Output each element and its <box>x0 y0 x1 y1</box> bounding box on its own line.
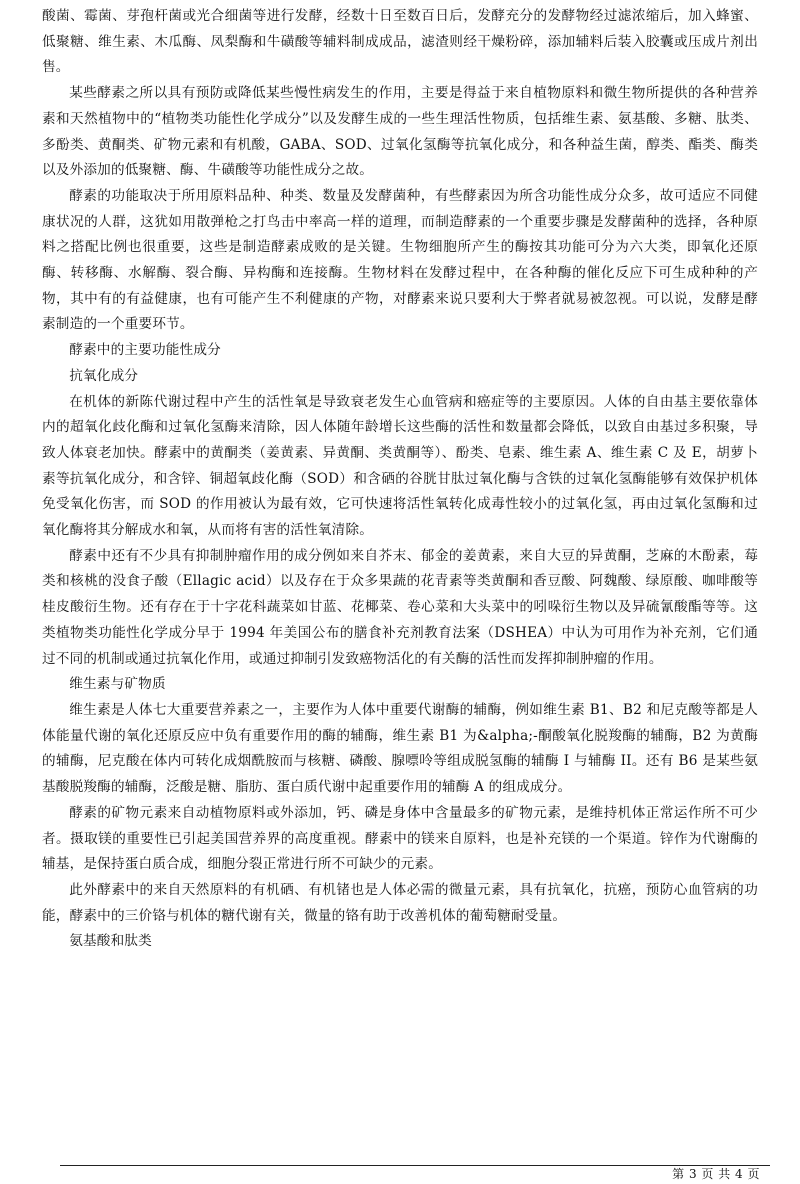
paragraph-minerals: 酵素的矿物元素来自动植物原料或外添加，钙、磷是身体中含量最多的矿物元素，是维持机体正常运作所不可少者。摄取镁的重要性已引起美国营养界的高度重视。酵素中的镁来自原料，也是补充镁的一个渠道。锌作为代谢酶的辅基，是保持蛋白质合成，细胞分裂正常进行所不可缺少的元素。 <box>42 804 758 873</box>
footer-divider <box>60 1165 770 1166</box>
paragraph-antioxidant-2: 酵素中还有不少具有抑制肿瘤作用的成分例如来自芥末、郁金的姜黄素，来自大豆的异黄酮，芝麻的木酚素，莓类和核桃的没食子酸（Ellagic acid）以及存在于众多果蔬的花青素等类黄酮和香豆酸、阿魏酸、绿原酸、咖啡酸等桂皮酸衍生物。还有存在于十字花科蔬菜如甘蓝、花椰菜、卷心菜和大头菜中的吲哚衍生物以及异硫氰酸酯等等。这类植物类功能性化学成分早于 1994 年美国公布的膳食补充剂教育法案（DSHEA）中认为可用作为补充剂，它们通过不同的机制或通过抗氧化作用，或通过抑制引发致癌物活化的有关酶的活性而发挥抑制肿瘤的作用。 <box>42 547 758 667</box>
page-number: 第 3 页 共 4 页 <box>672 1167 760 1181</box>
paragraph-1: 酸菌、霉菌、芽孢杆菌或光合细菌等进行发酵，经数十日至数百日后，发酵充分的发酵物经过滤浓缩后，加入蜂蜜、低聚糖、维生素、木瓜酶、凤梨酶和牛磺酸等辅料制成成品，滤渣则经干燥粉碎，添加辅料后装入胶囊或压成片剂出售。 <box>42 8 758 76</box>
paragraph-vitamins: 维生素是人体七大重要营养素之一，主要作为人体中重要代谢酶的辅酶，例如维生素 B1、B2 和尼克酸等都是人体能量代谢的氧化还原反应中负有重要作用的酶的辅酶，维生素 B1 为&alpha;-酮酸氧化脱羧酶的辅酶，B2 为黄酶的辅酶，尼克酸在体内可转化成烟酰胺而与核糖、磷酸、腺嘌呤等组成脱氢酶的辅酶 I 与辅酶 II。还有 B6 是某些氨基酸脱羧酶的辅酶，泛酸是糖、脂肪、蛋白质代谢中起重要作用的辅酶 A 的组成成分。 <box>42 701 758 796</box>
section-heading-amino-acids: 氨基酸和肽类 <box>69 933 152 950</box>
paragraph-antioxidant-1: 在机体的新陈代谢过程中产生的活性氧是导致衰老发生心血管病和癌症等的主要原因。人体的自由基主要依靠体内的超氧化歧化酶和过氧化氢酶来清除，因人体随年龄增长这些酶的活性和数量都会降低，以致自由基过多积聚，导致人体衰老加快。酵素中的黄酮类（姜黄素、异黄酮、类黄酮等）、酚类、皂素、维生素 A、维生素 C 及 E，胡萝卜素等抗氧化成分，和含锌、铜超氧歧化酶（SOD）和含硒的谷胱甘肽过氧化酶与含铁的过氧化氢酶能够有效保护机体免受氧化伤害，而 SOD 的作用被认为最有效，它可快速将活性氧转化成毒性较小的过氧化氢，再由过氧化氢酶和过氧化酶将其分解成水和氧，从而将有害的活性氧清除。 <box>42 393 758 539</box>
section-heading-antioxidant: 抗氧化成分 <box>69 367 139 384</box>
section-heading-main-ingredients: 酵素中的主要功能性成分 <box>69 342 221 359</box>
section-heading-vitamins-minerals: 维生素与矿物质 <box>69 676 166 693</box>
paragraph-3: 酵素的功能取决于所用原料品种、种类、数量及发酵菌种，有些酵素因为所含功能性成分众多，故可适应不同健康状况的人群，这犹如用散弹枪之打鸟击中率高一样的道理，而制造酵素的一个重要步骤是发酵菌种的选择，各种原料之搭配比例也很重要，这些是制造酵素成败的是关键。生物细胞所产生的酶按其功能可分为六大类，即氧化还原酶、转移酶、水解酶、裂合酶、异构酶和连接酶。生物材料在发酵过程中，在各种酶的催化反应下可生成种种的产物，其中有的有益健康，也有可能产生不利健康的产物，对酵素来说只要利大于弊者就易被忽视。可以说，发酵是酵素制造的一个重要环节。 <box>42 187 758 333</box>
document-body <box>42 4 758 955</box>
paragraph-2: 某些酵素之所以具有预防或降低某些慢性病发生的作用，主要是得益于来自植物原料和微生物所提供的各种营养素和天然植物中的“植物类功能性化学成分”以及发酵生成的一些生理活性物质，包括维生素、氨基酸、多糖、肽类、多酚类、黄酮类、矿物元素和有机酸，GABA、SOD、过氧化氢酶等抗氧化成分，和各种益生菌，醇类、酯类、酶类以及外添加的低聚糖、酶、牛磺酸等功能性成分之故。 <box>42 85 758 179</box>
paragraph-trace-elements: 此外酵素中的来自天然原料的有机硒、有机锗也是人体必需的微量元素，具有抗氧化，抗癌，预防心血管病的功能，酵素中的三价铬与机体的糖代谢有关，微量的铬有助于改善机体的葡萄糖耐受量。 <box>42 881 758 924</box>
